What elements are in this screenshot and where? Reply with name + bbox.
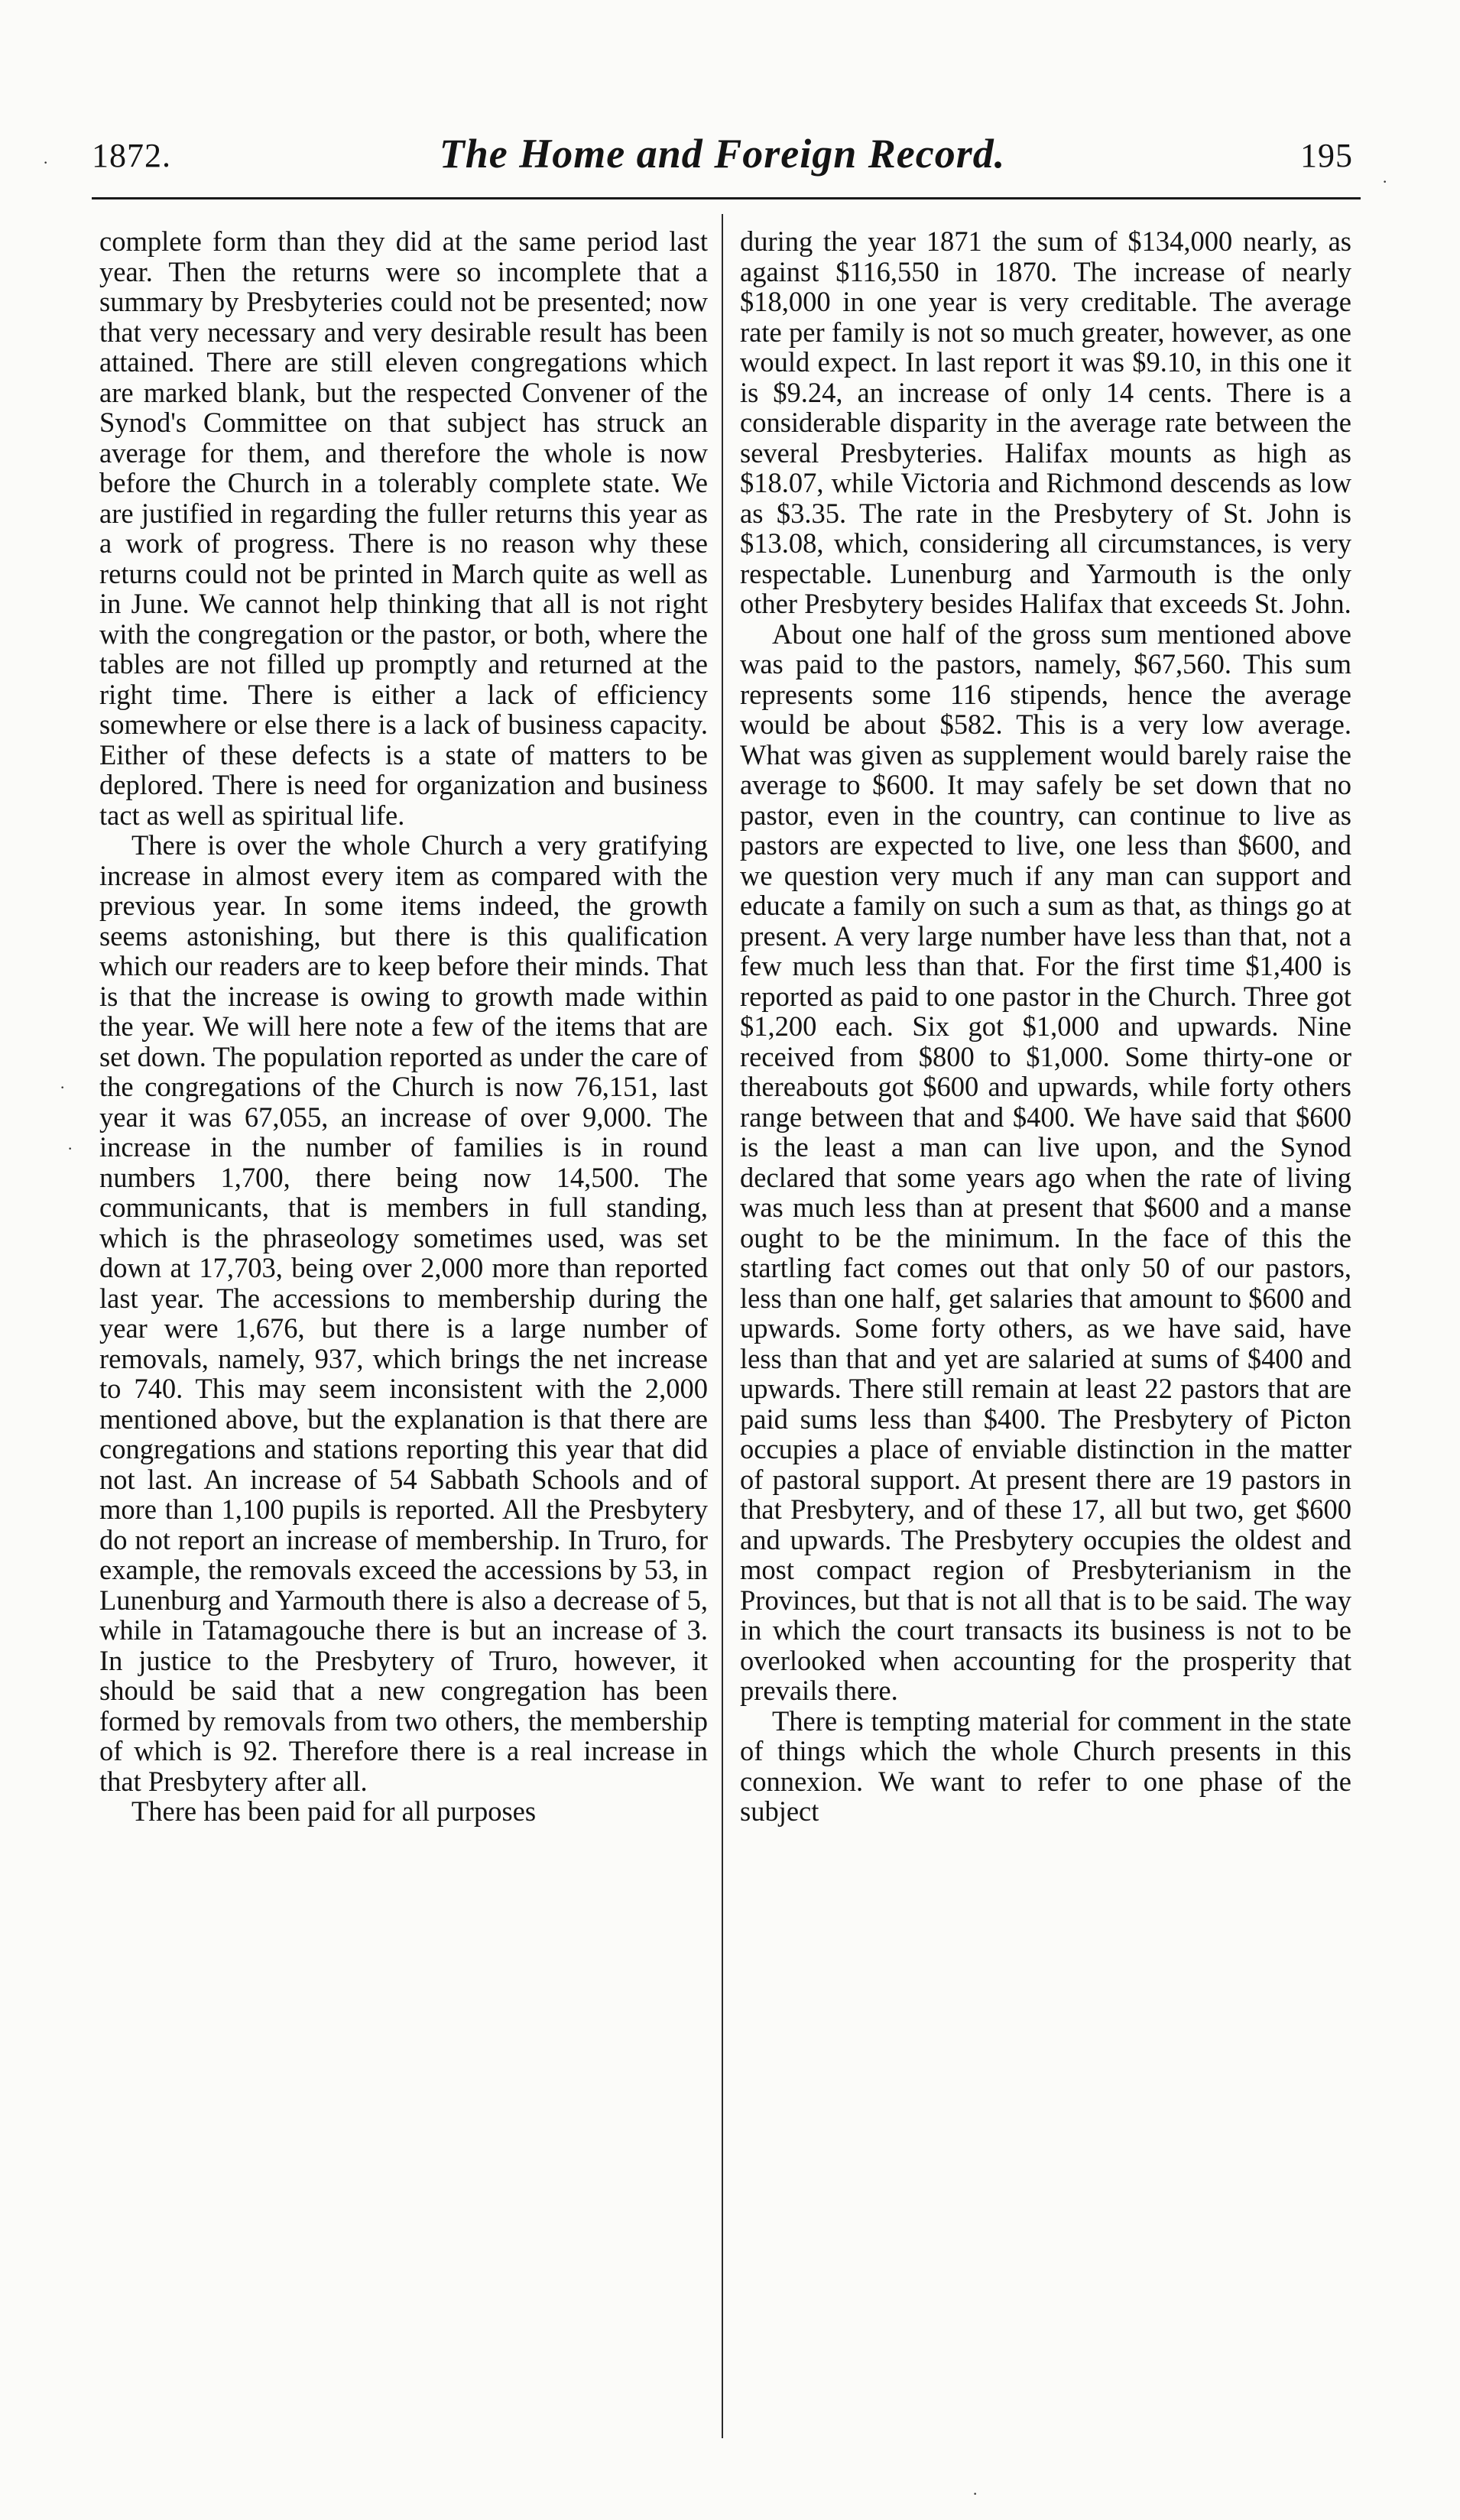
page-header <box>92 130 1353 191</box>
margin-mark: · <box>67 1139 73 1158</box>
paragraph-continued: complete form than they did at the same period last year. Then the returns were so incomplete that a summary by Presbyteries could not be presented; now that very necessary and very desirable result has been attained. There are still eleven congregations which are marked blank, but the respected Convener of the Synod's Committee on that subject has struck an average for them, and therefore the whole is now before the Church in a tolerably complete state. We are justified in regarding the fuller returns this year as a work of progress. There is no reason why these returns could not be printed in March quite as well as in June. We cannot help thinking that all is not right with the congregation or the pastor, or both, where the tables are not filled up promptly and returned at the right time. There is either a lack of efficiency somewhere or else there is a lack of business capacity. Either of these defects is a state of matters to be deplored. There is need for organization and business tact as well as spiritual life. <box>99 225 708 831</box>
margin-mark: · <box>1382 172 1388 191</box>
paragraph-comment: There is tempting material for comment in the state of things which the whole Church presents in this connexion. We want to refer to one phase of the subject <box>740 1704 1351 1827</box>
left-column <box>99 226 708 1827</box>
column-divider <box>722 214 723 2438</box>
header-rule <box>92 197 1361 199</box>
margin-mark: · <box>972 2484 978 2503</box>
header-year: 1872. <box>92 137 171 174</box>
journal-title: The Home and Foreign Record. <box>439 131 1006 177</box>
page-number: 195 <box>1300 137 1353 174</box>
margin-mark: · <box>43 153 49 172</box>
right-column <box>740 226 1351 1827</box>
paragraph-payments-start: There has been paid for all purposes <box>131 1795 537 1827</box>
paragraph-pastors-stipend: About one half of the gross sum mentioned above was paid to the pastors, namely, $67,560. This sum represents some 116 stipends, hence the average would be about $582. This is a very low average. What was given as supplement would barely raise the average to $600. It may safely be set down that no pastor, even in the country, can continue to live as pastors are expected to live, one less than $600, and we question very much if any man can support and educate a family on such a sum as that, as things go at present. A very large number have less than that, not a few much less than that. For the first time $1,400 is reported as paid to one pastor in the Church. Three got $1,200 each. Six got $1,000 and upwards. Nine received from $800 to $1,000. Some thirty-one or thereabouts got $600 and upwards, while forty others range between that and $400. We have said that $600 is the least a man can live upon, and the Synod declared that some years ago when the rate of living was much less than at present that $600 and a manse ought to be the minimum. In the face of this the startling fact comes out that only 50 of our pastors, less than one half, get salaries that amount to $600 and upwards. Some forty others, as we have said, have less than that and yet are salaried at sums of $400 and upwards. There still remain at least 22 pastors that are paid sums less than $400. The Presbytery of Picton occupies a place of enviable distinction in the matter of pastoral support. At present there are 19 pastors in that Presbytery, and of these 17, all but two, get $600 and upwards. The Presbytery occupies the oldest and most compact region of Presbyterianism in the Provinces, but that is not all that is to be said. The way in which the court transacts its business is not to be overlooked when accounting for the prosperity that prevails there. <box>740 618 1351 1706</box>
paragraph-increase: There is over the whole Church a very gratifying increase in almost every item as compared with the previous year. In some items indeed, the growth seems astonishing, but there is this qualification which our readers are to keep before their minds. That is that the increase is owing to growth made within the year. We will here note a few of the items that are set down. The population reported as under the care of the congregations of the Church is now 76,151, last year it was 67,055, an increase of over 9,000. The increase in the number of families is in round numbers 1,700, there being now 14,500. The communicants, that is members in full standing, which is the phraseology sometimes used, was set down at 17,703, being over 2,000 more than reported last year. The accessions to membership during the year were 1,676, but there is a large number of removals, namely, 937, which brings the net increase to 740. This may seem inconsistent with the 2,000 mentioned above, but the explanation is that there are congregations and stations reporting this year that did not last. An increase of 54 Sabbath Schools and of more than 1,100 pupils is reported. All the Presbytery do not report an increase of membership. In Truro, for example, the removals exceed the accessions by 53, in Lunenburg and Yarmouth there is also a decrease of 5, while in Tatamagouche there is but an increase of 3. In justice to the Presbytery of Truro, however, it should be said that a new congregation has been formed by removals from two others, the membership of which is 92. Therefore there is a real increase in that Presbytery after all. <box>99 829 708 1797</box>
paragraph-payments-continued: during the year 1871 the sum of $134,000 nearly, as against $116,550 in 1870. The increase of nearly $18,000 in one year is very creditable. The average rate per family is not so much greater, however, as one would expect. In last report it was $9.10, in this one it is $9.24, an increase of only 14 cents. There is a considerable disparity in the average rate between the several Presbyteries. Halifax mounts as high as $18.07, while Victoria and Richmond descends as low as $3.35. The rate in the Presbytery of St. John is $13.08, which, considering all circumstances, is very respectable. Lunenburg and Yarmouth is the only other Presbytery besides Halifax that exceeds St. John. <box>740 225 1351 619</box>
margin-mark: · <box>60 1078 66 1097</box>
